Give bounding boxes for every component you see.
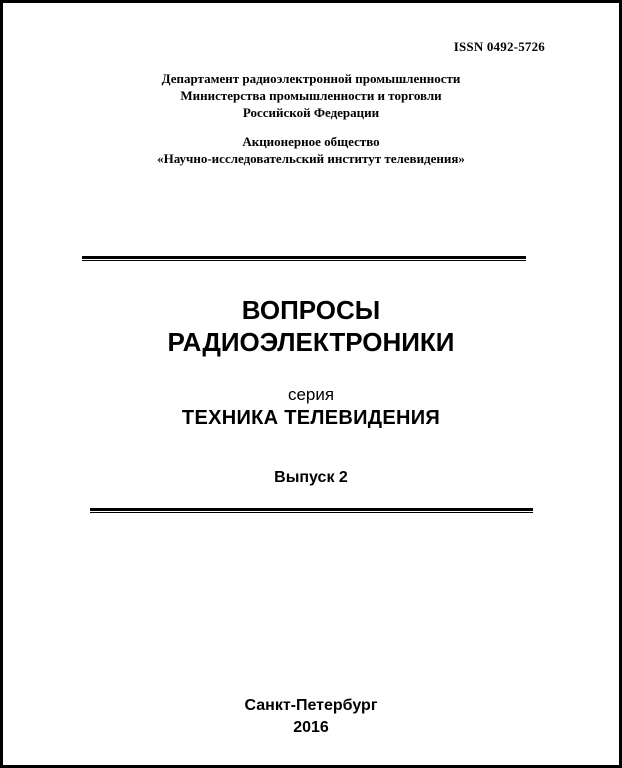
journal-title bbox=[3, 294, 619, 358]
imprint-city: Санкт-Петербург bbox=[244, 697, 378, 714]
organization-block bbox=[3, 133, 619, 167]
issn-number: ISSN 0492-5726 bbox=[453, 39, 545, 54]
department-block bbox=[3, 70, 619, 121]
department-line: Министерства промышленности и торговли bbox=[180, 88, 442, 103]
imprint-year: 2016 bbox=[293, 719, 329, 736]
bottom-divider bbox=[90, 508, 533, 513]
department-line: Российской Федерации bbox=[242, 105, 380, 120]
series-name: ТЕХНИКА ТЕЛЕВИДЕНИЯ bbox=[181, 407, 441, 429]
issue-number: Выпуск 2 bbox=[274, 469, 348, 486]
series-label: серия bbox=[287, 385, 335, 404]
imprint bbox=[3, 695, 619, 739]
top-divider bbox=[82, 256, 526, 261]
organization-line: Акционерное общество bbox=[242, 134, 380, 149]
organization-line: «Научно-исследовательский институт телевидения» bbox=[157, 151, 465, 166]
department-line: Департамент радиоэлектронной промышленности bbox=[161, 71, 461, 86]
journal-title-line-1: ВОПРОСЫ bbox=[241, 295, 381, 325]
journal-title-line-2: РАДИОЭЛЕКТРОНИКИ bbox=[167, 327, 455, 357]
